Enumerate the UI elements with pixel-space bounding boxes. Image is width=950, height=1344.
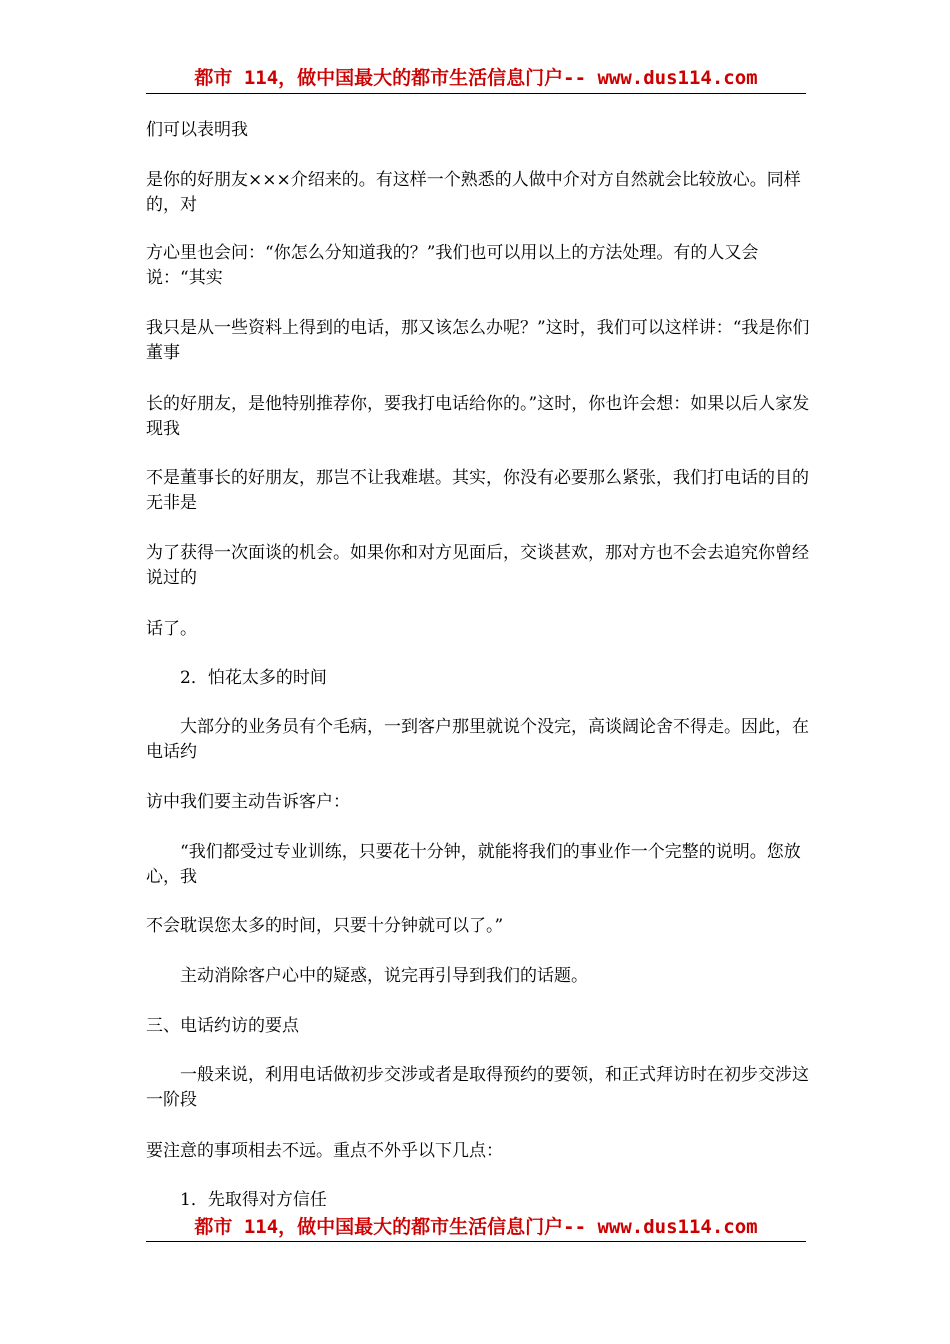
footer-banner: 都市 114，做中国最大的都市生活信息门户-- www.dus114.com [194,1216,758,1238]
paragraph: 不是董事长的好朋友，那岂不让我难堪。其实，你没有必要那么紧张，我们打电话的目的无非是 [146,468,809,513]
paragraph: 主动消除客户心中的疑惑，说完再引导到我们的话题。 [146,966,588,986]
paragraph: 是你的好朋友×××介绍来的。有这样一个熟悉的人做中介对方自然就会比较放心。同样的，对 [146,170,801,215]
paragraph: 们可以表明我 [146,120,248,140]
footer-rule [146,1241,806,1242]
section-heading: 1．先取得对方信任 [146,1190,327,1210]
section-heading: 三、电话约访的要点 [146,1016,299,1036]
paragraph: 话了。 [146,619,197,639]
paragraph: “我们都受过专业训练，只要花十分钟，就能将我们的事业作一个完整的说明。您放心，我 [146,842,801,887]
paragraph: 大部分的业务员有个毛病，一到客户那里就说个没完，高谈阔论舍不得走。因此，在电话约 [146,717,809,762]
paragraph: 一般来说，利用电话做初步交涉或者是取得预约的要领，和正式拜访时在初步交涉这一阶段 [146,1065,809,1110]
header-banner: 都市 114，做中国最大的都市生活信息门户-- www.dus114.com [194,67,758,89]
paragraph: 长的好朋友，是他特别推荐你，要我打电话给你的。”这时，你也许会想：如果以后人家发现我 [146,394,810,439]
paragraph: 为了获得一次面谈的机会。如果你和对方见面后，交谈甚欢，那对方也不会去追究你曾经说过的 [146,543,809,588]
paragraph: 不会耽误您太多的时间，只要十分钟就可以了。” [146,916,504,936]
header-rule [146,93,806,94]
paragraph: 访中我们要主动告诉客户： [146,792,350,812]
paragraph: 方心里也会问：“你怎么分知道我的？”我们也可以用以上的方法处理。有的人又会说：“其实 [146,243,759,288]
paragraph: 要注意的事项相去不远。重点不外乎以下几点： [146,1141,503,1161]
section-heading: 2．怕花太多的时间 [146,668,327,688]
paragraph: 我只是从一些资料上得到的电话，那又该怎么办呢？”这时，我们可以这样讲：“我是你们董事 [146,318,810,363]
